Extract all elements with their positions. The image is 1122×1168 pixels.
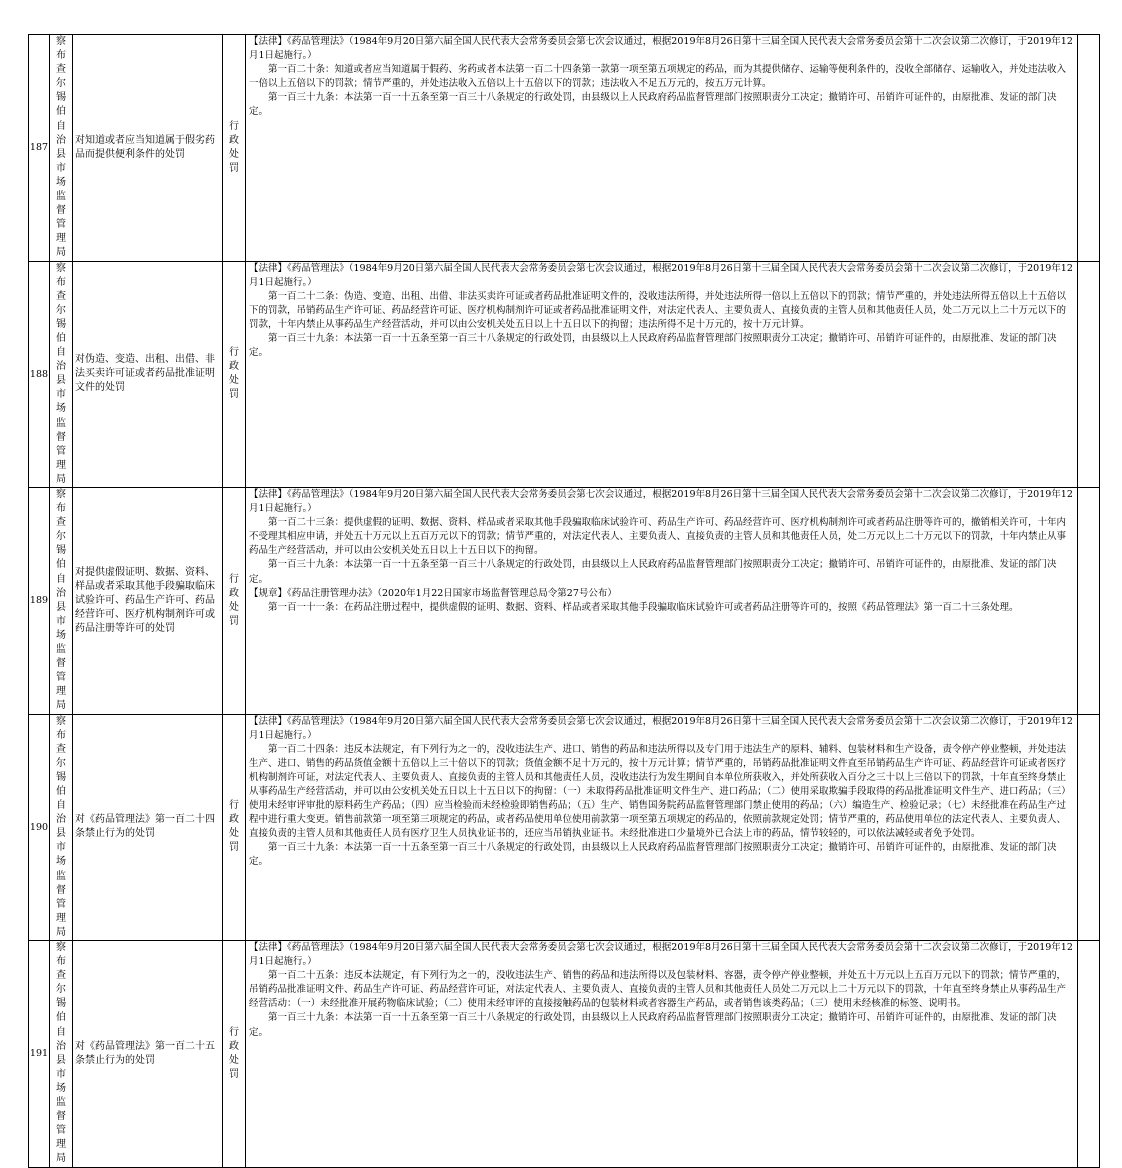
basis-paragraph: 第一百三十九条：本法第一百一十五条至第一百三十八条规定的行政处罚，由县级以上人民政府药品监督管理部门按照职责分工决定；撤销许可、吊销许可证件的，由原批准、发证的部门决定。 (249, 842, 1057, 868)
basis-paragraph: 【法律】《药品管理法》（1984年9月20日第六届全国人民代表大会常务委员会第七次会议通过，根据2019年8月26日第十三届全国人民代表大会常务委员会第十二次会议第二次修订，于2019年12月1日起施行。） (249, 715, 1073, 741)
row-number: 189 (29, 488, 50, 715)
agency-name: 察布查尔锡伯自治县市场监督管理局 (50, 261, 73, 488)
basis-paragraph: 【法律】《药品管理法》（1984年9月20日第六届全国人民代表大会常务委员会第七次会议通过，根据2019年8月26日第十三届全国人民代表大会常务委员会第十二次会议第二次修订，于2019年12月1日起施行。） (249, 262, 1073, 288)
basis-paragraph: 第一百二十五条：违反本法规定，有下列行为之一的，没收违法生产、销售的药品和违法所得以及包装材料、容器，责令停产停业整顿，并处五十万元以上五百万元以下的罚款；情节严重的，吊销药品批准证明文件、药品生产许可证、药品经营许可证，对法定代表人、主要负责人、直接负责的主管人员和其他责任人员处二万元以上二十万元以下的罚款，十年直至终身禁止从事药品生产经营活动：（一）未经批准开展药物临床试验；（二）使用未经审评的直接接触药品的包装材料或者容器生产药品，或者销售该类药品；（三）使用未经核准的标签、说明书。 (249, 970, 1067, 1010)
basis-paragraph: 【规章】《药品注册管理办法》（2020年1月22日国家市场监督管理总局令第27号公布） (249, 587, 617, 599)
basis-paragraph: 第一百三十九条：本法第一百一十五条至第一百三十八条规定的行政处罚，由县级以上人民政府药品监督管理部门按照职责分工决定；撤销许可、吊销许可证件的，由原批准、发证的部门决定。 (249, 92, 1057, 118)
basis-paragraph: 第一百三十九条：本法第一百一十五条至第一百三十八条规定的行政处罚，由县级以上人民政府药品监督管理部门按照职责分工决定；撤销许可、吊销许可证件的，由原批准、发证的部门决定。 (249, 559, 1057, 585)
agency-name: 察布查尔锡伯自治县市场监督管理局 (50, 488, 73, 715)
basis-paragraph: 第一百三十九条：本法第一百一十五条至第一百三十八条规定的行政处罚，由县级以上人民政府药品监督管理部门按照职责分工决定；撤销许可、吊销许可证件的，由原批准、发证的部门决定。 (249, 1012, 1057, 1038)
agency-name: 察布查尔锡伯自治县市场监督管理局 (50, 941, 73, 1168)
basis-paragraph: 【法律】《药品管理法》（1984年9月20日第六届全国人民代表大会常务委员会第七次会议通过，根据2019年8月26日第十三届全国人民代表大会常务委员会第十二次会议第二次修订，于2019年12月1日起施行。） (249, 489, 1073, 515)
table-body (29, 35, 1100, 1168)
basis-paragraph: 【法律】《药品管理法》（1984年9月20日第六届全国人民代表大会常务委员会第七次会议通过，根据2019年8月26日第十三届全国人民代表大会常务委员会第十二次会议第二次修订，于2019年12月1日起施行。） (249, 36, 1073, 62)
blank-cell (1078, 35, 1100, 262)
basis-paragraph: 第一百二十二条：伪造、变造、出租、出借、非法买卖许可证或者药品批准证明文件的，没收违法所得，并处违法所得一倍以上五倍以下的罚款；情节严重的，并处违法所得五倍以上十五倍以下的罚款，吊销药品生产许可证、药品经营许可证、医疗机构制剂许可证或者药品批准证明文件，对法定代表人、主要负责人、直接负责的主管人员和其他责任人员，处二万元以上二十万元以下的罚款，十年内禁止从事药品生产经营活动，并可以由公安机关处五日以上十五日以下的拘留；违法所得不足十万元的，按十万元计算。 (249, 290, 1067, 330)
row-number: 190 (29, 714, 50, 941)
item-type: 行政处罚 (223, 261, 246, 488)
item-name: 对提供虚假证明、数据、资料、样品或者采取其他手段骗取临床试验许可、药品生产许可、药品经营许可、医疗机构制剂许可或药品注册等许可的处罚 (73, 488, 223, 715)
table-row (29, 261, 1100, 488)
legal-basis (246, 35, 1078, 262)
blank-cell (1078, 488, 1100, 715)
item-name: 对《药品管理法》第一百二十五条禁止行为的处罚 (73, 941, 223, 1168)
basis-paragraph: 第一百一十一条：在药品注册过程中，提供虚假的证明、数据、资料、样品或者采取其他手段骗取临床试验许可或者药品注册等许可的，按照《药品管理法》第一百二十三条处理。 (268, 601, 1019, 613)
legal-basis (246, 714, 1078, 941)
basis-paragraph: 第一百二十条：知道或者应当知道属于假药、劣药或者本法第一百二十四条第一款第一项至第五项规定的药品，而为其提供储存、运输等便利条件的，没收全部储存、运输收入，并处违法收入一倍以上五倍以下的罚款；情节严重的，并处违法收入五倍以上十五倍以下的罚款；违法收入不足五万元的，按五万元计算。 (249, 64, 1067, 90)
item-type: 行政处罚 (223, 488, 246, 715)
basis-paragraph: 第一百二十三条：提供虚假的证明、数据、资料、样品或者采取其他手段骗取临床试验许可、药品生产许可、药品经营许可、医疗机构制剂许可或者药品注册等许可的，撤销相关许可，十年内不受理其相应申请，并处五十万元以上五百万元以下的罚款；情节严重的，对法定代表人、主要负责人、直接负责的主管人员和其他责任人员，处二万元以上二十万元以下的罚款，十年内禁止从事药品生产经营活动，并可以由公安机关处五日以上十五日以下的拘留。 (249, 517, 1067, 557)
item-name: 对知道或者应当知道属于假劣药品而提供便利条件的处罚 (73, 35, 223, 262)
agency-name: 察布查尔锡伯自治县市场监督管理局 (50, 35, 73, 262)
item-name: 对《药品管理法》第一百二十四条禁止行为的处罚 (73, 714, 223, 941)
legal-basis (246, 941, 1078, 1168)
item-name: 对伪造、变造、出租、出借、非法买卖许可证或者药品批准证明文件的处罚 (73, 261, 223, 488)
row-number: 188 (29, 261, 50, 488)
row-number: 187 (29, 35, 50, 262)
table-row (29, 35, 1100, 262)
item-type: 行政处罚 (223, 35, 246, 262)
table-row (29, 488, 1100, 715)
item-type: 行政处罚 (223, 714, 246, 941)
blank-cell (1078, 941, 1100, 1168)
basis-paragraph: 【法律】《药品管理法》（1984年9月20日第六届全国人民代表大会常务委员会第七次会议通过，根据2019年8月26日第十三届全国人民代表大会常务委员会第十二次会议第二次修订，于2019年12月1日起施行。） (249, 942, 1073, 968)
blank-cell (1078, 261, 1100, 488)
row-number: 191 (29, 941, 50, 1168)
basis-paragraph: 第一百二十四条：违反本法规定，有下列行为之一的，没收违法生产、进口、销售的药品和违法所得以及专门用于违法生产的原料、辅料、包装材料和生产设备，责令停产停业整顿，并处违法生产、进口、销售的药品货值金额十五倍以上三十倍以下的罚款；货值金额不足十万元的，按十万元计算；情节严重的，吊销药品批准证明文件直至吊销药品生产许可证、药品经营许可证或者医疗机构制剂许可证，对法定代表人、主要负责人、直接负责的主管人员和其他责任人员，没收违法行为发生期间自本单位所获收入，并处所获收入百分之三十以上三倍以下的罚款，十年直至终身禁止从事药品生产经营活动，并可以由公安机关处五日以上十五日以下的拘留：（一）未取得药品批准证明文件生产、进口药品；（二）使用采取欺骗手段取得的药品批准证明文件生产、进口药品；（三）使用未经审评审批的原料药生产药品；（四）应当检验而未经检验即销售药品；（五）生产、销售国务院药品监督管理部门禁止使用的药品；（六）编造生产、检验记录；（七）未经批准在药品生产过程中进行重大变更。销售前款第一项至第三项规定的药品，或者药品使用单位使用前款第一项至第五项规定的药品的，依照前款规定处罚；情节严重的，药品使用单位的法定代表人、主要负责人、直接负责的主管人员和其他责任人员有医疗卫生人员执业证书的，还应当吊销执业证书。未经批准进口少量境外已合法上市的药品，情节较轻的，可以依法减轻或者免予处罚。 (249, 743, 1071, 840)
table-row (29, 714, 1100, 941)
enforcement-table (28, 34, 1100, 1168)
blank-cell (1078, 714, 1100, 941)
legal-basis (246, 261, 1078, 488)
table-row (29, 941, 1100, 1168)
legal-basis (246, 488, 1078, 715)
agency-name: 察布查尔锡伯自治县市场监督管理局 (50, 714, 73, 941)
basis-paragraph: 第一百三十九条：本法第一百一十五条至第一百三十八条规定的行政处罚，由县级以上人民政府药品监督管理部门按照职责分工决定；撤销许可、吊销许可证件的，由原批准、发证的部门决定。 (249, 332, 1057, 359)
item-type: 行政处罚 (223, 941, 246, 1168)
